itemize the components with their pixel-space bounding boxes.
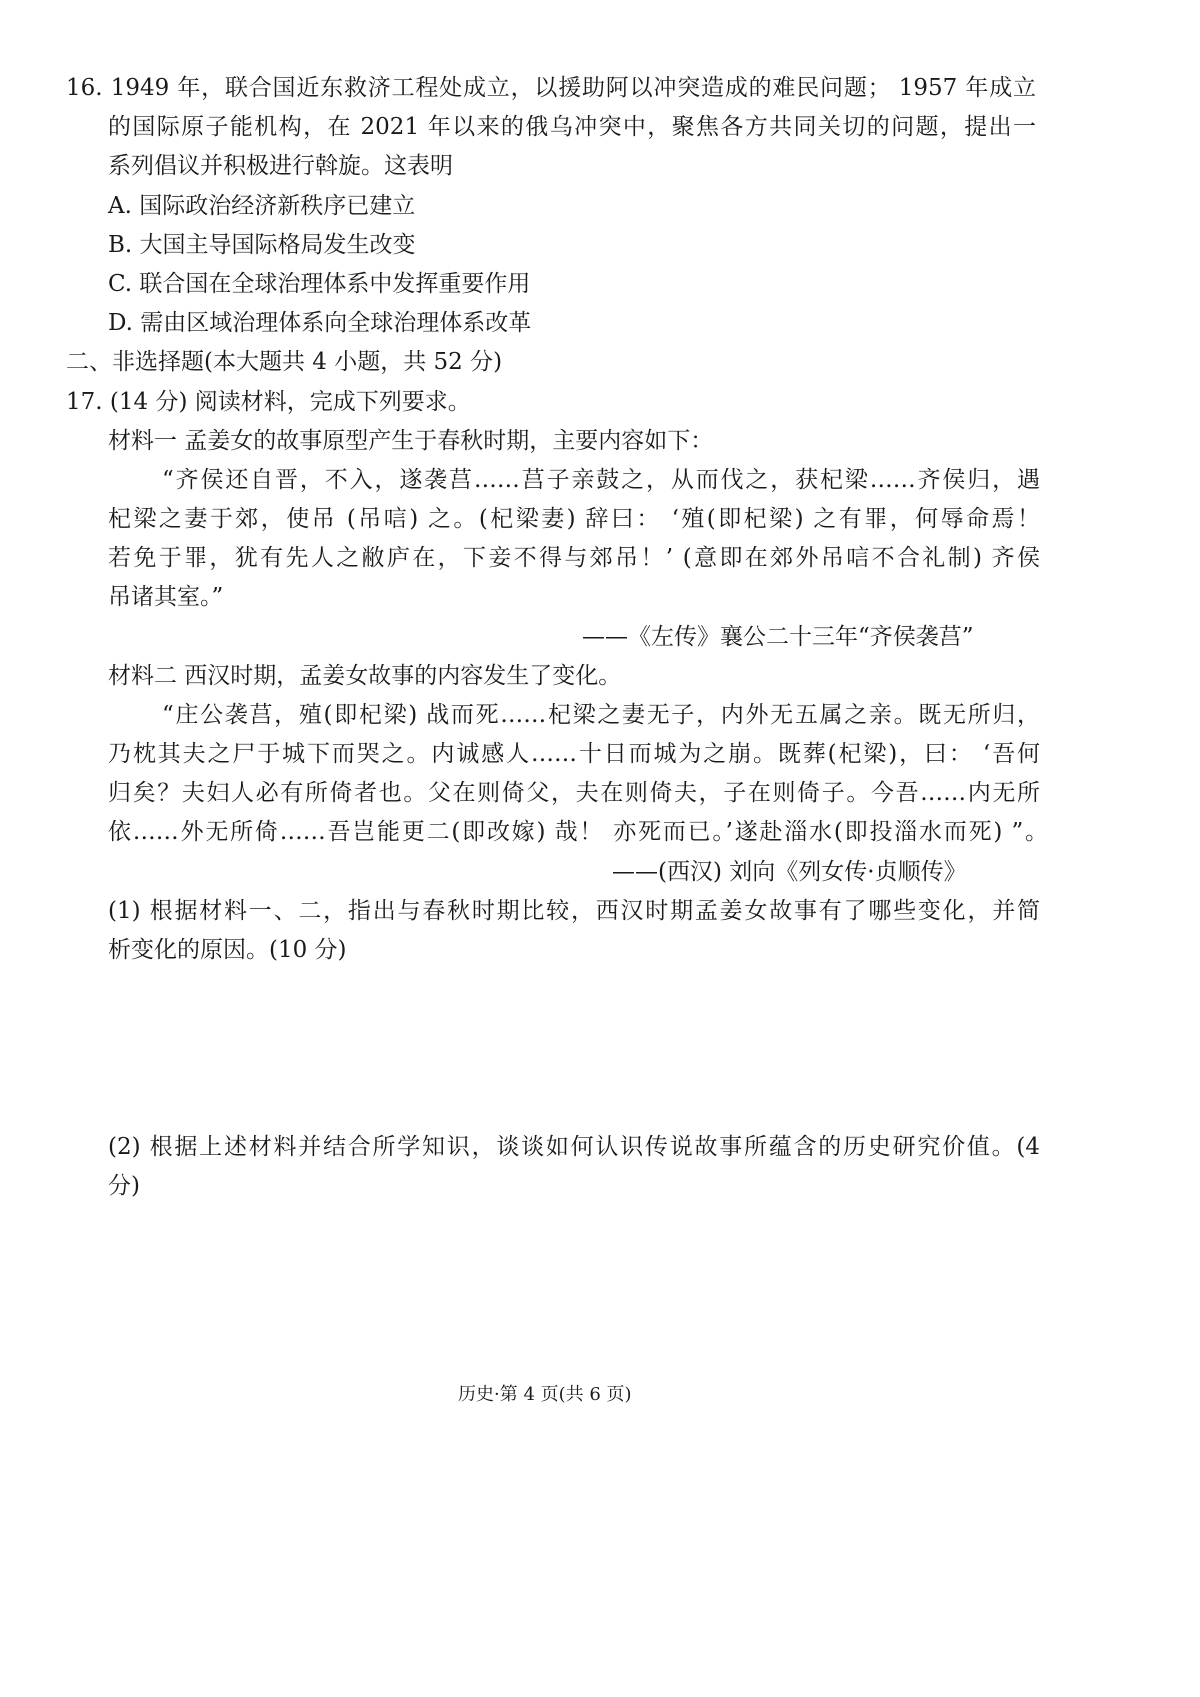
- material1-quote-line-1: “齐侯还自晋，不入，遂袭莒……莒子亲鼓之，从而伐之，获杞梁……齐侯归，遇: [162, 467, 1040, 493]
- material1-quote-line-3: 若免于罪，犹有先人之敝庐在，下妾不得与郊吊！’ (意即在郊外吊唁不合礼制) 齐侯: [108, 545, 1040, 571]
- q16-stem-line-2: 的国际原子能机构，在 2021 年以来的俄乌冲突中，聚焦各方共同关切的问题，提出一: [108, 114, 1036, 140]
- material1-quote-line-4: 吊诸其室。”: [108, 584, 224, 610]
- q17-sub2-line-1: (2) 根据上述材料并结合所学知识，谈谈如何认识传说故事所蕴含的历史研究价值。(4: [108, 1134, 1040, 1160]
- material1-quote-line-2: 杞梁之妻于郊，使吊 (吊唁) 之。(杞梁妻) 辞曰： ‘殖(即杞梁) 之有罪，何辱命焉！: [108, 506, 1040, 532]
- q16-option-d: D. 需由区域治理体系向全球治理体系改革: [108, 310, 532, 336]
- q16-option-a: A. 国际政治经济新秩序已建立: [108, 193, 416, 219]
- material1-source: ——《左传》襄公二十三年“齐侯袭莒”: [582, 624, 974, 650]
- q16-option-c: C. 联合国在全球治理体系中发挥重要作用: [108, 271, 531, 297]
- q16-stem-line-1: 16. 1949 年，联合国近东救济工程处成立，以援助阿以冲突造成的难民问题； 1957 年成立: [66, 75, 1036, 101]
- material2-intro: 材料二 西汉时期，孟姜女故事的内容发生了变化。: [108, 663, 622, 689]
- material1-intro: 材料一 孟姜女的故事原型产生于春秋时期，主要内容如下：: [108, 428, 714, 454]
- material2-quote-line-3: 归矣？夫妇人必有所倚者也。父在则倚父，夫在则倚夫，子在则倚子。今吾……内无所: [108, 780, 1040, 806]
- section-heading: 二、非选择题(本大题共 4 小题，共 52 分): [66, 349, 503, 375]
- q16-stem-line-3: 系列倡议并积极进行斡旋。这表明: [108, 153, 453, 179]
- page-footer: 历史·第 4 页(共 6 页): [458, 1384, 632, 1405]
- q17-sub1-line-2: 析变化的原因。(10 分): [108, 937, 347, 963]
- q16-option-b: B. 大国主导国际格局发生改变: [108, 232, 416, 258]
- q17-sub1-line-1: (1) 根据材料一、二，指出与春秋时期比较，西汉时期孟姜女故事有了哪些变化，并简: [108, 898, 1040, 924]
- material2-quote-line-2: 乃枕其夫之尸于城下而哭之。内诚感人……十日而城为之崩。既葬(杞梁)，曰： ‘吾何: [108, 741, 1040, 767]
- q17-sub2-line-2: 分): [108, 1173, 140, 1199]
- material2-source: ——(西汉) 刘向《列女传·贞顺传》: [612, 859, 967, 885]
- material2-quote-line-1: “庄公袭莒，殖(即杞梁) 战而死……杞梁之妻无子，内外无五属之亲。既无所归，: [162, 702, 1040, 728]
- material2-quote-line-4: 依……外无所倚……吾岂能更二(即改嫁) 哉！ 亦死而已。’遂赴淄水(即投淄水而死) ”。: [108, 819, 1048, 845]
- q17-heading: 17. (14 分) 阅读材料，完成下列要求。: [66, 389, 471, 415]
